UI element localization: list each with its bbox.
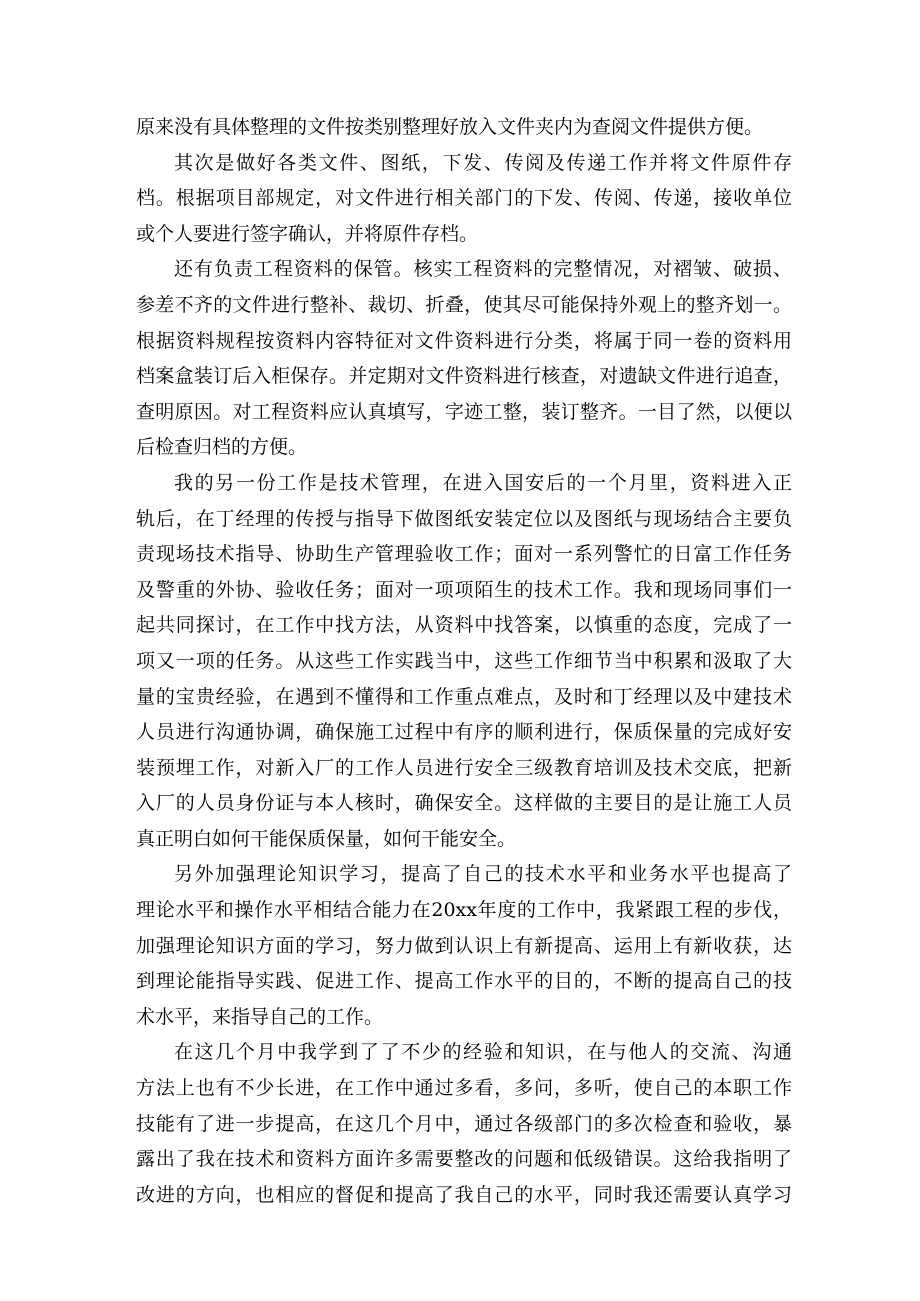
paragraph bbox=[136, 110, 792, 146]
paragraph bbox=[136, 1035, 792, 1213]
text-line: 另外加强理论知识学习，提高了自己的技术水平和业务水平也提高了 bbox=[174, 863, 792, 886]
paragraph bbox=[136, 857, 792, 1035]
text-line: 加强理论知识方面的学习，努力做到认识上有新提高、运用上有新收获，达 bbox=[136, 934, 792, 957]
paragraph bbox=[136, 146, 792, 253]
text-line: 项又一项的任务。从这些工作实践当中，这些工作细节当中积累和汲取了大 bbox=[136, 649, 792, 672]
text-line: 后检查归档的方便。 bbox=[136, 436, 308, 459]
paragraph bbox=[136, 252, 792, 466]
text-line: 人员进行沟通协调，确保施工过程中有序的顺利进行，保质保量的完成好安 bbox=[136, 721, 792, 744]
text-line: 轨后，在丁经理的传授与指导下做图纸安装定位以及图纸与现场结合主要负 bbox=[136, 507, 792, 530]
text-line: 在这几个月中我学到了了不少的经验和知识，在与他人的交流、沟通 bbox=[174, 1041, 792, 1064]
text-line: 查明原因。对工程资料应认真填写，字迹工整，装订整齐。一目了然，以便以 bbox=[136, 400, 792, 423]
text-line: 档。根据项目部规定，对文件进行相关部门的下发、传阅、传递，接收单位 bbox=[136, 187, 792, 210]
text-line: 还有负责工程资料的保管。核实工程资料的完整情况，对褶皱、破损、 bbox=[174, 258, 792, 281]
text-line: 术水平，来指导自己的工作。 bbox=[136, 1005, 384, 1028]
text-line: 改进的方向，也相应的督促和提高了我自己的水平，同时我还需要认真学习 bbox=[136, 1183, 792, 1206]
text-line: 原来没有具体整理的文件按类别整理好放入文件夹内为查阅文件提供方便。 bbox=[136, 116, 764, 138]
paragraph bbox=[136, 466, 792, 858]
document-body bbox=[136, 110, 792, 1213]
text-line: 其次是做好各类文件、图纸，下发、传阅及传递工作并将文件原件存 bbox=[174, 151, 792, 174]
text-line: 档案盒装订后入柜保存。并定期对文件资料进行核查，对遗缺文件进行追查， bbox=[136, 365, 792, 388]
text-line: 或个人要进行签字确认，并将原件存档。 bbox=[136, 222, 479, 245]
text-line: 真正明白如何干能保质保量，如何干能安全。 bbox=[136, 827, 517, 850]
text-line: 入厂的人员身份证与本人核时，确保安全。这样做的主要目的是让施工人员 bbox=[136, 792, 792, 815]
text-line: 及警重的外协、验收任务；面对一项项陌生的技术工作。我和现场同事们一 bbox=[136, 578, 792, 601]
text-line: 技能有了进一步提高，在这几个月中，通过各级部门的多次检查和验收，暴 bbox=[136, 1112, 792, 1135]
text-line: 装预埋工作，对新入厂的工作人员进行安全三级教育培训及技术交底，把新 bbox=[136, 756, 792, 779]
text-line: 量的宝贵经验，在遇到不懂得和工作重点难点，及时和丁经理以及中建技术 bbox=[136, 685, 792, 708]
text-line: 方法上也有不少长进，在工作中通过多看，多问，多听，使自己的本职工作 bbox=[136, 1077, 792, 1100]
text-line: 露出了我在技术和资料方面许多需要整改的问题和低级错误。这给我指明了 bbox=[136, 1148, 792, 1171]
text-line: 我的另一份工作是技术管理，在进入国安后的一个月里，资料进入正 bbox=[174, 471, 792, 494]
text-line: 起共同探讨，在工作中找方法，从资料中找答案，以慎重的态度，完成了一 bbox=[136, 614, 792, 637]
text-line: 到理论能指导实践、促进工作、提高工作水平的目的，不断的提高自己的技 bbox=[136, 970, 792, 993]
text-line: 责现场技术指导、协助生产管理验收工作；面对一系列警忙的日富工作任务 bbox=[136, 543, 792, 566]
text-line: 参差不齐的文件进行整补、裁切、折叠，使其尽可能保持外观上的整齐划一。 bbox=[136, 293, 792, 316]
text-line: 理论水平和操作水平相结合能力在20xx年度的工作中，我紧跟工程的步伐， bbox=[136, 899, 792, 922]
text-line: 根据资料规程按资料内容特征对文件资料进行分类，将属于同一卷的资料用 bbox=[136, 329, 792, 352]
